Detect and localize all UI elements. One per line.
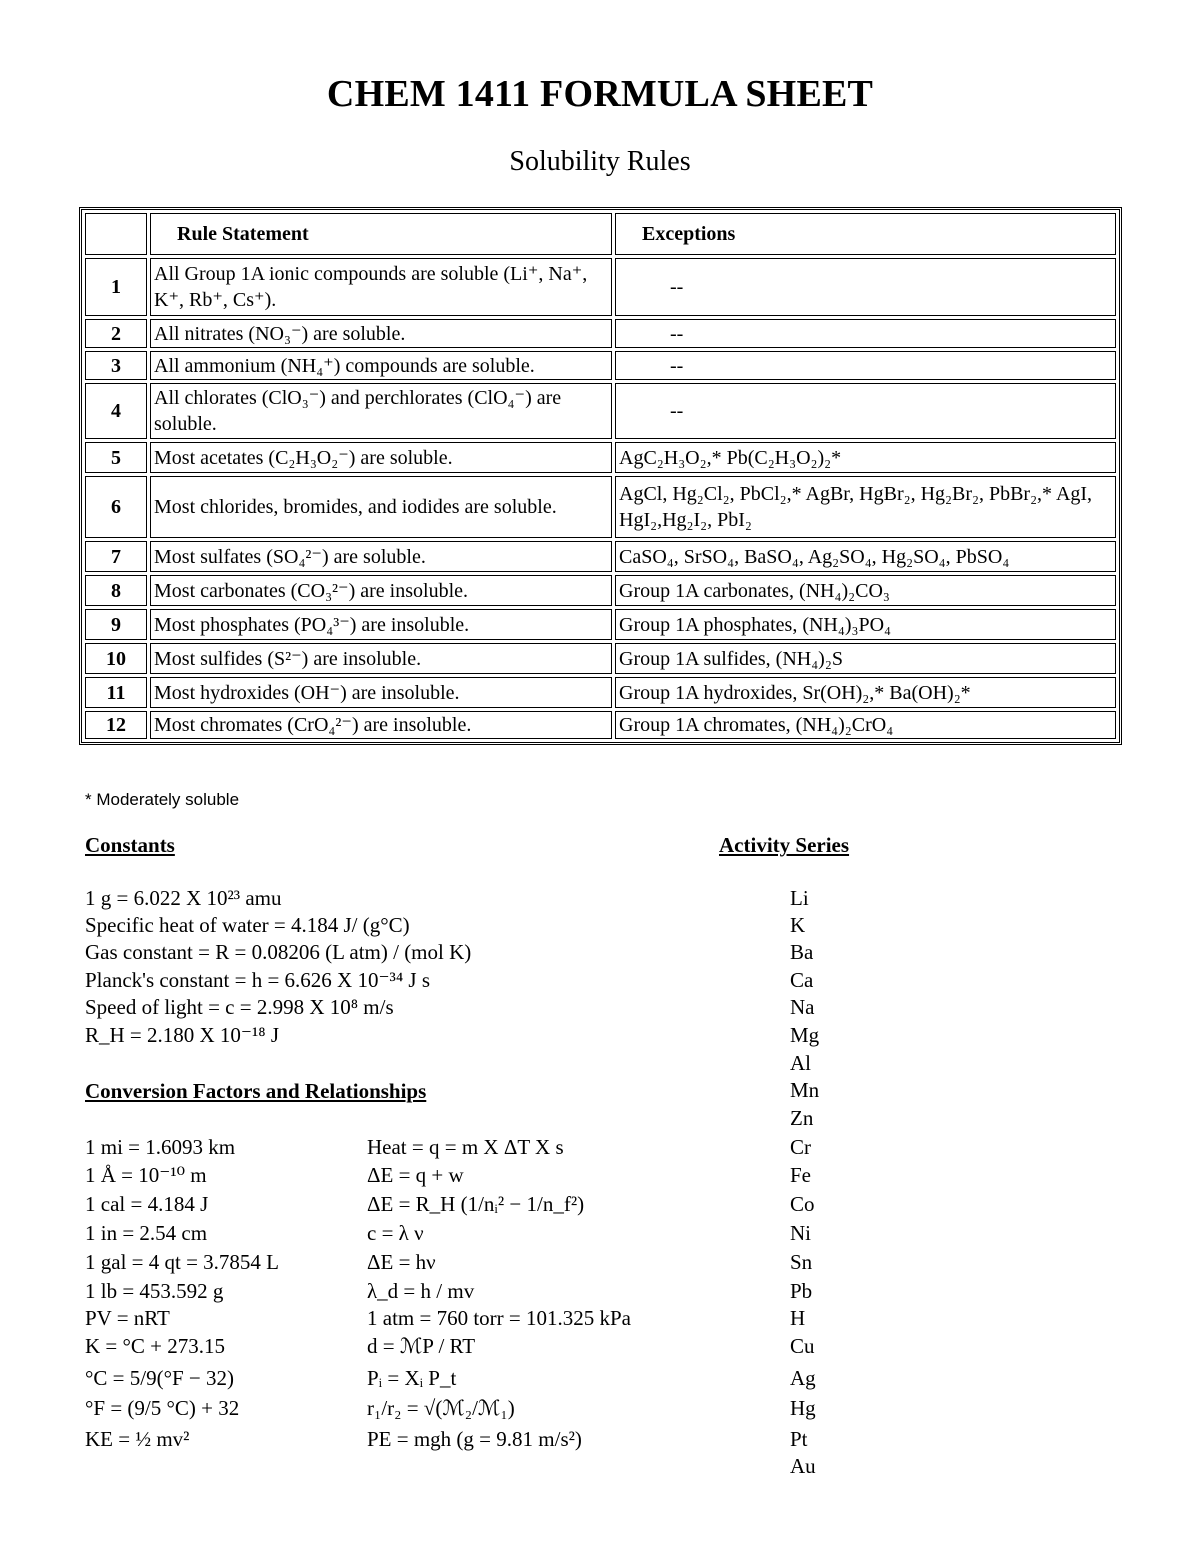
header-rule-statement: Rule Statement xyxy=(150,213,612,255)
activity-series-item: Cu xyxy=(790,1334,815,1358)
activity-series-item: Mn xyxy=(790,1078,820,1102)
activity-series-heading: Activity Series xyxy=(719,833,850,857)
constant-line: Speed of light = c = 2.998 X 10⁸ m/s xyxy=(85,995,394,1019)
constant-line: 1 g = 6.022 X 10²³ amu xyxy=(85,886,282,910)
relationship-line: Heat = q = m X ΔT X s xyxy=(367,1135,564,1159)
rule-exceptions: -- xyxy=(615,351,1116,380)
table-row xyxy=(85,383,1116,439)
conversion-line: KE = ½ mv² xyxy=(85,1427,190,1451)
activity-series-item: Na xyxy=(790,995,815,1019)
rule-statement: Most chlorides, bromides, and iodides are soluble. xyxy=(150,476,612,538)
conversion-heading: Conversion Factors and Relationships xyxy=(85,1079,427,1103)
activity-series-item: Ni xyxy=(790,1221,811,1245)
section-title-solubility: Solubility Rules xyxy=(509,146,691,177)
conversion-line: 1 mi = 1.6093 km xyxy=(85,1135,236,1159)
activity-series-item: Pb xyxy=(790,1279,813,1303)
activity-series-item: K xyxy=(790,913,806,937)
relationship-line: r₁/r₂ = √(ℳ₂/ℳ₁) xyxy=(367,1396,515,1420)
rule-statement: Most chromates (CrO₄²⁻) are insoluble. xyxy=(150,711,612,739)
rule-number: 5 xyxy=(85,442,147,473)
table-row xyxy=(85,351,1116,380)
conversion-line: 1 cal = 4.184 J xyxy=(85,1192,209,1216)
rule-exceptions: AgCl, Hg₂Cl₂, PbCl₂,* AgBr, HgBr₂, Hg₂Br₂, PbBr₂,* AgI, HgI₂,Hg₂I₂, PbI₂ xyxy=(615,476,1116,538)
rule-statement: Most carbonates (CO₃²⁻) are insoluble. xyxy=(150,575,612,606)
rule-number: 12 xyxy=(85,711,147,739)
rule-statement: Most sulfates (SO₄²⁻) are soluble. xyxy=(150,541,612,572)
activity-series-item: Al xyxy=(790,1051,811,1075)
rule-statement: All Group 1A ionic compounds are soluble (Li⁺, Na⁺, K⁺, Rb⁺, Cs⁺). xyxy=(150,258,612,316)
activity-series-item: H xyxy=(790,1306,806,1330)
rule-exceptions: -- xyxy=(615,383,1116,439)
conversion-line: °C = 5/9(°F − 32) xyxy=(85,1366,234,1390)
activity-series-item: Mg xyxy=(790,1023,820,1047)
relationship-line: PE = mgh (g = 9.81 m/s²) xyxy=(367,1427,582,1451)
relationship-line: ΔE = hν xyxy=(367,1250,436,1274)
table-row xyxy=(85,643,1116,674)
activity-series-item: Fe xyxy=(790,1163,811,1187)
table-row xyxy=(85,319,1116,348)
header-exceptions: Exceptions xyxy=(615,213,1116,255)
relationship-line: d = ℳP / RT xyxy=(367,1334,476,1358)
rule-number: 7 xyxy=(85,541,147,572)
table-header-row xyxy=(85,213,1116,255)
relationship-line: c = λ ν xyxy=(367,1221,424,1245)
activity-series-item: Ba xyxy=(790,940,814,964)
activity-series-item: Zn xyxy=(790,1106,814,1130)
rule-exceptions: Group 1A phosphates, (NH₄)₃PO₄ xyxy=(615,609,1116,640)
relationship-line: λ_d = h / mv xyxy=(367,1279,475,1303)
activity-series-item: Pt xyxy=(790,1427,808,1451)
table-row xyxy=(85,609,1116,640)
rule-number: 6 xyxy=(85,476,147,538)
constant-line: Gas constant = R = 0.08206 (L atm) / (mol K) xyxy=(85,940,472,964)
rule-exceptions: Group 1A hydroxides, Sr(OH)₂,* Ba(OH)₂* xyxy=(615,677,1116,708)
activity-series-item: Li xyxy=(790,886,809,910)
activity-series-item: Sn xyxy=(790,1250,813,1274)
table-row xyxy=(85,258,1116,316)
rule-exceptions: -- xyxy=(615,319,1116,348)
rule-exceptions: Group 1A carbonates, (NH₄)₂CO₃ xyxy=(615,575,1116,606)
relationship-line: 1 atm = 760 torr = 101.325 kPa xyxy=(367,1306,631,1330)
relationship-line: Pᵢ = Xᵢ P_t xyxy=(367,1366,457,1390)
footnote: * Moderately soluble xyxy=(85,790,240,809)
rule-statement: Most hydroxides (OH⁻) are insoluble. xyxy=(150,677,612,708)
table-row xyxy=(85,711,1116,739)
rule-exceptions: Group 1A chromates, (NH₄)₂CrO₄ xyxy=(615,711,1116,739)
rule-exceptions: Group 1A sulfides, (NH₄)₂S xyxy=(615,643,1116,674)
rule-number: 8 xyxy=(85,575,147,606)
rule-number: 11 xyxy=(85,677,147,708)
rule-statement: Most acetates (C₂H₃O₂⁻) are soluble. xyxy=(150,442,612,473)
constant-line: R_H = 2.180 X 10⁻¹⁸ J xyxy=(85,1023,280,1047)
header-number xyxy=(85,213,147,255)
rule-statement: All ammonium (NH₄⁺) compounds are soluble. xyxy=(150,351,612,380)
constant-line: Specific heat of water = 4.184 J/ (g°C) xyxy=(85,913,410,937)
constants-heading: Constants xyxy=(85,833,175,857)
rule-statement: Most phosphates (PO₄³⁻) are insoluble. xyxy=(150,609,612,640)
activity-series-item: Ca xyxy=(790,968,814,992)
rule-exceptions: CaSO₄, SrSO₄, BaSO₄, Ag₂SO₄, Hg₂SO₄, PbSO₄ xyxy=(615,541,1116,572)
rule-number: 4 xyxy=(85,383,147,439)
rule-exceptions: -- xyxy=(615,258,1116,316)
solubility-rules-table xyxy=(79,207,1122,745)
page-title: CHEM 1411 FORMULA SHEET xyxy=(326,73,874,115)
rule-statement: All chlorates (ClO₃⁻) and perchlorates (ClO₄⁻) are soluble. xyxy=(150,383,612,439)
activity-series-item: Co xyxy=(790,1192,815,1216)
rule-number: 2 xyxy=(85,319,147,348)
rule-statement: Most sulfides (S²⁻) are insoluble. xyxy=(150,643,612,674)
activity-series-item: Ag xyxy=(790,1366,816,1390)
conversion-line: 1 gal = 4 qt = 3.7854 L xyxy=(85,1250,280,1274)
rule-exceptions: AgC₂H₃O₂,* Pb(C₂H₃O₂)₂* xyxy=(615,442,1116,473)
relationship-line: ΔE = R_H (1/nᵢ² − 1/n_f²) xyxy=(367,1192,585,1216)
rule-number: 1 xyxy=(85,258,147,316)
conversion-line: 1 Å = 10⁻¹⁰ m xyxy=(85,1163,207,1187)
conversion-line: K = °C + 273.15 xyxy=(85,1334,226,1358)
constant-line: Planck's constant = h = 6.626 X 10⁻³⁴ J s xyxy=(85,968,430,992)
activity-series-item: Cr xyxy=(790,1135,811,1159)
conversion-line: PV = nRT xyxy=(85,1306,170,1330)
table-row xyxy=(85,476,1116,538)
table-row xyxy=(85,541,1116,572)
table-row xyxy=(85,575,1116,606)
rule-number: 10 xyxy=(85,643,147,674)
activity-series-item: Hg xyxy=(790,1396,816,1420)
conversion-line: °F = (9/5 °C) + 32 xyxy=(85,1396,240,1420)
conversion-line: 1 lb = 453.592 g xyxy=(85,1279,224,1303)
table-row xyxy=(85,442,1116,473)
conversion-line: 1 in = 2.54 cm xyxy=(85,1221,208,1245)
rule-number: 3 xyxy=(85,351,147,380)
relationship-line: ΔE = q + w xyxy=(367,1163,464,1187)
table-row xyxy=(85,677,1116,708)
rule-number: 9 xyxy=(85,609,147,640)
rule-statement: All nitrates (NO₃⁻) are soluble. xyxy=(150,319,612,348)
activity-series-item: Au xyxy=(790,1454,816,1478)
